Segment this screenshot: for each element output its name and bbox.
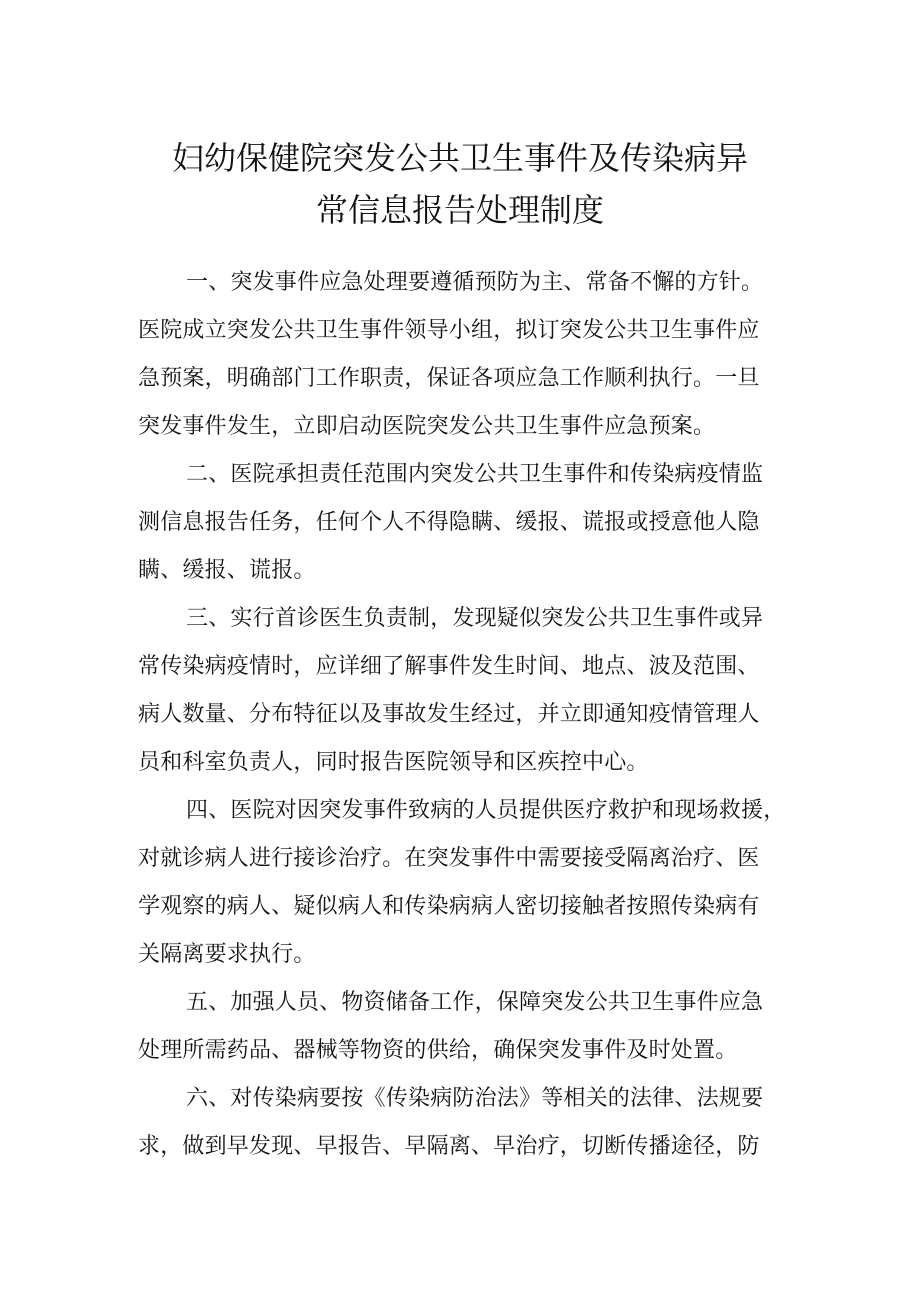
document-title-line-2: 常信息报告处理制度: [315, 191, 604, 229]
paragraph-4-line-4: 关隔离要求执行。: [138, 942, 316, 967]
paragraph-1-line-2: 医院成立突发公共卫生事件领导小组，拟订突发公共卫生事件应: [138, 318, 760, 343]
paragraph-3-line-4: 员和科室负责人，同时报告医院领导和区疾控中心。: [138, 750, 649, 775]
paragraph-4-line-2: 对就诊病人进行接诊治疗。在突发事件中需要接受隔离治疗、医: [138, 846, 760, 871]
paragraph-2-line-2: 测信息报告任务，任何个人不得隐瞒、缓报、谎报或授意他人隐: [138, 510, 760, 535]
paragraph-3-line-3: 病人数量、分布特征以及事故发生经过，并立即通知疫情管理人: [138, 702, 760, 727]
paragraph-2-line-3: 瞒、缓报、谎报。: [138, 558, 316, 583]
paragraph-3-line-2: 常传染病疫情时，应详细了解事件发生时间、地点、波及范围、: [138, 654, 760, 679]
paragraph-1-line-4: 突发事件发生，立即启动医院突发公共卫生事件应急预案。: [138, 414, 716, 439]
paragraph-6-line-1: 六、对传染病要按《传染病防治法》等相关的法律、法规要: [186, 1086, 764, 1111]
paragraph-4-line-3: 学观察的病人、疑似病人和传染病病人密切接触者按照传染病有: [138, 894, 760, 919]
paragraph-1-line-3: 急预案，明确部门工作职责，保证各项应急工作顺利执行。一旦: [138, 366, 760, 391]
document-title-line-1: 妇幼保健院突发公共卫生事件及传染病异: [171, 139, 748, 177]
paragraph-5-line-2: 处理所需药品、器械等物资的供给，确保突发事件及时处置。: [138, 1038, 738, 1063]
paragraph-5-line-1: 五、加强人员、物资储备工作，保障突发公共卫生事件应急: [186, 990, 764, 1015]
paragraph-1-line-1: 一、突发事件应急处理要遵循预防为主、常备不懈的方针。: [186, 270, 764, 295]
paragraph-4-line-1: 四、医院对因突发事件致病的人员提供医疗救护和现场救援，: [186, 798, 786, 823]
paragraph-6-line-2: 求，做到早发现、早报告、早隔离、早治疗，切断传播途径，防: [138, 1134, 760, 1159]
paragraph-2-line-1: 二、医院承担责任范围内突发公共卫生事件和传染病疫情监: [186, 462, 764, 487]
paragraph-3-line-1: 三、实行首诊医生负责制，发现疑似突发公共卫生事件或异: [186, 606, 764, 631]
